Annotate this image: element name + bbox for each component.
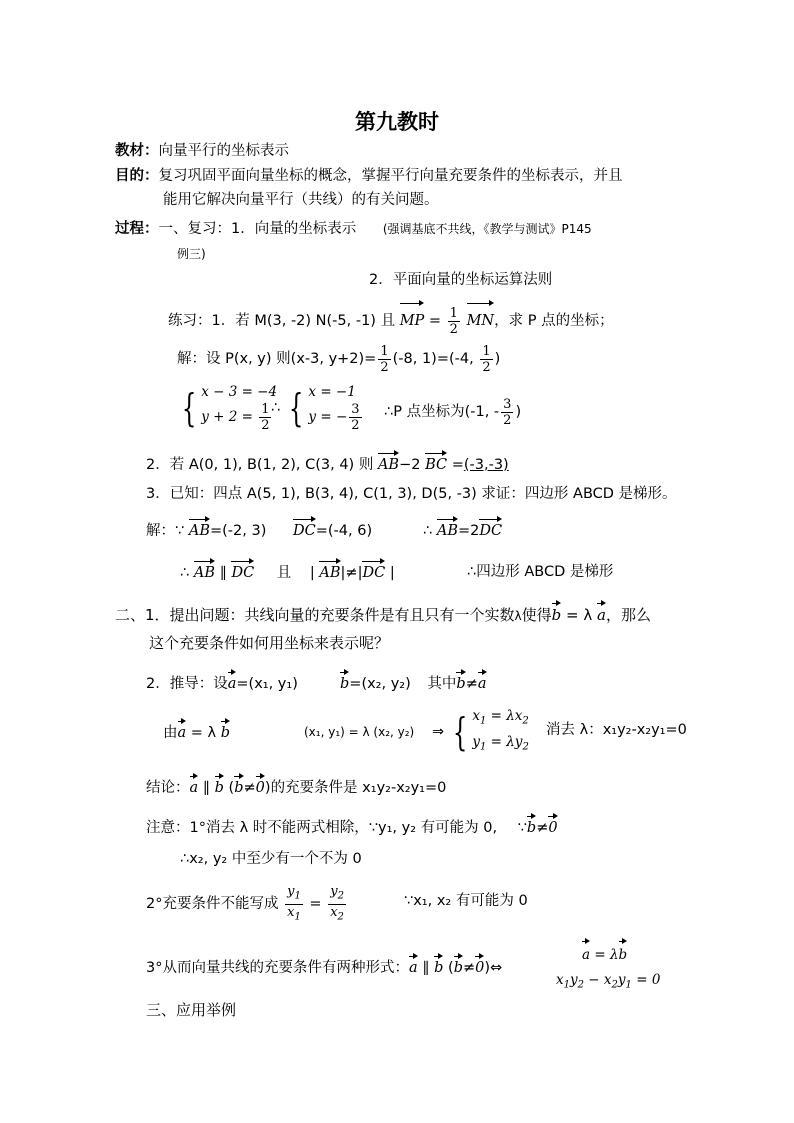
vector-b: b — [434, 955, 443, 978]
lambda-symbol: λ — [514, 609, 522, 623]
ex1-suffix: ，求 P 点的坐标； — [494, 313, 614, 329]
exercise-1-solution — [177, 343, 500, 375]
material-line — [115, 141, 289, 161]
vector-zero: 0 — [256, 775, 265, 798]
part2-q1-c: ，那么 — [605, 606, 651, 624]
vector-dc: DC — [479, 518, 502, 541]
part2-question: 二、1．提出问题：共线向量的充要条件是有且只有一个实数λ使得b = λ a，那么 — [115, 602, 651, 626]
page-title: 第九教时 — [355, 110, 439, 134]
ex2-op: −2 — [399, 457, 421, 473]
note-1-text: 注意：1°消去 λ 时不能两式相除，∵y₁, y₂ 有可能为 0, — [146, 820, 498, 836]
ex1-sol-prefix: 解：设 P(x, y) 则(x-3, y+2)= — [177, 351, 377, 367]
review-2: 2．平面向量的坐标运算法则 — [369, 272, 553, 288]
part2-q1-a: 二、1．提出问题：共线向量的充要条件是有且只有一个实数 — [115, 606, 515, 624]
vector-ab: AB — [378, 452, 399, 475]
ex3-parallel-prefix: ∴ — [180, 565, 190, 581]
vector-b: b — [221, 720, 230, 743]
exercise-2 — [146, 452, 509, 475]
derivation-line — [146, 671, 298, 694]
ex3-therefore: ∴ — [423, 523, 433, 539]
ex1-conclusion-text: ∴P 点坐标为(-1, - — [384, 404, 500, 420]
vector-ab: AB — [437, 518, 458, 541]
vector-zero: 0 — [475, 955, 484, 978]
fraction-y2-x2: $\frac{y_2}{x_2}$ — [330, 884, 344, 923]
note-2-reason: ∵x₁, x₂ 有可能为 0 — [404, 893, 528, 909]
abs-bar: | — [309, 565, 315, 581]
coord-equation: (x₁, y₁) = λ (x₂, y₂) — [304, 725, 415, 739]
ex2-eq: = — [451, 457, 464, 473]
abs-bar: | — [389, 565, 395, 581]
equivalent-forms: a = λb $x_1y_2 - x_2y_1 = 0$ — [556, 940, 660, 998]
ex1-conclusion-end: ) — [515, 404, 522, 420]
ex3-relation — [423, 518, 502, 541]
vector-ab: AB — [189, 518, 210, 541]
vector-a: a — [190, 775, 199, 798]
ex3-sol-prefix: 解：∵ — [146, 523, 185, 539]
ex3-rel: =2 — [457, 523, 480, 539]
conclusion-line: 结论：a ∥ b (b≠0)的充要条件是 x₁y₂-x₂y₁=0 — [146, 775, 446, 798]
derivation-a: =(x₁, y₁) — [236, 676, 298, 692]
ex1-sol-mid: (-8, 1)=(-4, — [392, 351, 474, 367]
ex1-prefix: 练习：1．若 M(3, -2) N(-5, -1) 且 — [168, 313, 396, 329]
vector-mp: MP — [400, 302, 425, 337]
goal-line-1 — [115, 166, 623, 186]
from-label: 由 — [163, 725, 178, 741]
derivation-label: 2．推导：设 — [146, 676, 228, 692]
vector-ab: AB — [319, 560, 340, 583]
vector-b: b — [456, 671, 465, 694]
vector-a: a — [597, 602, 606, 625]
equation-system-1: { x − 3 = −4 y + 2 = $\frac{1}{2}$ — [181, 384, 278, 433]
vector-a: a — [409, 955, 418, 978]
implies-system: ⇒ { $x_1 = \lambda x_2$ $y_1 = \lambda y_2$ — [432, 708, 529, 754]
exercise-1: 练习：1．若 M(3, -2) N(-5, -1) 且 MP = $\frac{1}{2}$ MN，求 P 点的坐标； — [168, 302, 614, 337]
vector-bc: BC — [425, 452, 447, 475]
ex1-conclusion — [384, 396, 521, 428]
note-2: 2°充要条件不能写成 $\frac{y_1}{x_1}$ = $\frac{y_2}{x_2}$ — [146, 884, 344, 923]
ex2-text: 2．若 A(0, 1), B(1, 2), C(3, 4) 则 — [146, 457, 374, 473]
vector-a: a — [178, 720, 187, 743]
note-1-cont: ∴x₂, y₂ 中至少有一个不为 0 — [180, 851, 362, 867]
goal-text-2: 能用它解决向量平行（共线）的有关问题。 — [163, 192, 439, 208]
note-2-text: 2°充要条件不能写成 — [146, 896, 279, 913]
ex3-parallel — [180, 560, 395, 583]
ex3-final: ∴四边形 ABCD 是梯形 — [467, 564, 614, 580]
ex3-dc-value: =(-4, 6) — [315, 523, 373, 539]
conclusion-label: 结论： — [146, 780, 190, 796]
vector-b: b — [215, 775, 224, 798]
review-note-2: 例三) — [177, 247, 206, 261]
equation-system-2: ∴ { x = −1 y = − $\frac{3}{2}$ — [271, 384, 360, 433]
exercise-3: 3．已知：四点 A(5, 1), B(3, 4), C(1, 3), D(5, -3) 求证：四边形 ABCD 是梯形。 — [146, 486, 677, 502]
ex2-answer: (-3,-3) — [463, 457, 509, 473]
fraction-three-halves: $\frac{3}{2}$ — [503, 396, 512, 428]
process-label: 过程： — [115, 221, 159, 237]
derivation-b: b=(x₂, y₂) 其中b≠a — [340, 671, 487, 694]
from-line: 由a = λ b — [163, 720, 230, 743]
material-label: 教材： — [115, 143, 159, 159]
vector-dc: DC — [362, 560, 385, 583]
fraction-y1-x1: $\frac{y_1}{x_1}$ — [287, 884, 301, 923]
parallel-symbol: ∥ — [219, 565, 227, 581]
vector-dc: DC — [293, 518, 316, 541]
note-1: 注意：1°消去 λ 时不能两式相除，∵y₁, y₂ 有可能为 0, ∵b≠0 — [146, 815, 558, 838]
vector-a: a — [228, 671, 237, 694]
part3-heading: 三、应用举例 — [146, 1001, 237, 1019]
vector-zero: 0 — [548, 815, 557, 838]
ex3-and: 且 — [276, 565, 292, 581]
ex1-sol-end: ) — [494, 351, 501, 367]
vector-b: b — [234, 775, 243, 798]
review-1: 一、复习：1．向量的坐标表示 — [158, 221, 357, 237]
note-3-text: 3°从而向量共线的充要条件有两种形式： — [146, 960, 409, 976]
part2-question-line2: 这个充要条件如何用坐标来表示呢？ — [149, 634, 390, 652]
ex3-solution-line — [146, 518, 266, 541]
note-3: 3°从而向量共线的充要条件有两种形式：a ∥ b (b≠0)⇔ — [146, 955, 502, 978]
fraction-half: $\frac{1}{2}$ — [380, 343, 389, 375]
vector-b: b — [454, 955, 463, 978]
ex3-dc-line — [293, 518, 372, 541]
vector-ab: AB — [194, 560, 215, 583]
ex3-ab-value: =(-2, 3) — [209, 523, 267, 539]
goal-label: 目的： — [115, 168, 159, 184]
fraction-half: $\frac{1}{2}$ — [449, 305, 458, 337]
eliminate-text: 消去 λ：x₁y₂-x₂y₁=0 — [546, 722, 687, 738]
material-text: 向量平行的坐标表示 — [158, 143, 289, 159]
neq-symbol: |≠| — [340, 565, 363, 581]
process-line — [115, 219, 592, 239]
conclusion-text: 的充要条件是 x₁y₂-x₂y₁=0 — [270, 780, 447, 796]
derivation-where: 其中 — [427, 676, 457, 692]
vector-dc: DC — [231, 560, 254, 583]
vector-b: b — [340, 671, 349, 694]
review-note: (强调基底不共线，《教学与测试》P145 — [382, 222, 592, 236]
derivation-b-text: =(x₂, y₂) — [349, 676, 411, 692]
vector-b: b — [552, 602, 562, 625]
fraction-half: $\frac{1}{2}$ — [482, 343, 491, 375]
goal-text-1: 复习巩固平面向量坐标的概念，掌握平行向量充要条件的坐标表示，并且 — [158, 168, 623, 184]
part2-q1-b: 使得 — [521, 606, 552, 624]
vector-mn: MN — [467, 302, 495, 337]
vector-b: b — [527, 815, 536, 838]
vector-a: a — [478, 671, 487, 694]
